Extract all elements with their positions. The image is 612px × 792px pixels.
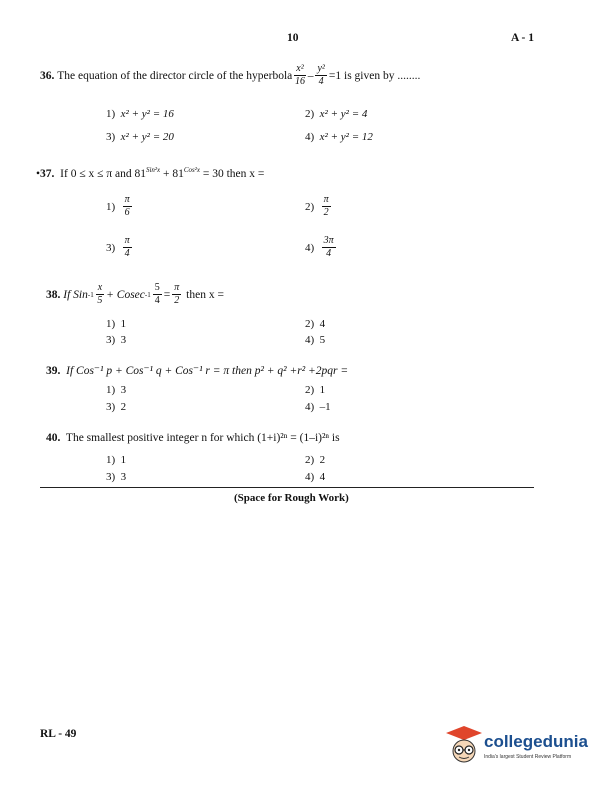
option-2[interactable]: 2) 2	[305, 454, 326, 466]
option-1[interactable]: 1) 3	[106, 384, 127, 396]
question-39	[46, 363, 348, 377]
logo-wordmark: collegedunia	[484, 732, 588, 751]
rough-work-label: (Space for Rough Work)	[234, 492, 349, 504]
question-40	[46, 432, 340, 444]
question-text: If 0 ≤ x ≤ π and 81	[60, 167, 146, 180]
option-4[interactable]: 4) –1	[305, 401, 331, 413]
option-4[interactable]: 4) 5	[305, 334, 326, 346]
option-1[interactable]: 1) 1	[106, 454, 127, 466]
divider	[40, 487, 534, 488]
option-2[interactable]: 2) x² + y² = 4	[305, 108, 368, 120]
mascot-icon	[444, 724, 484, 768]
logo-tagline: India's largest Student Review Platform	[484, 754, 572, 760]
question-number: 39.	[46, 365, 61, 377]
option-4[interactable]: 4) $\frac{3\pi}{4}$	[305, 235, 334, 259]
question-38: 38. If Sin -1 $\frac{x}{5}$ + Cosec -1 $\frac{5}{4}$ = $\frac{\pi}{2}$ then x =	[46, 282, 224, 306]
fraction: $\frac{\text{x²}}{16}$	[294, 63, 305, 87]
question-number: 37.	[40, 167, 55, 180]
collegedunia-logo	[444, 724, 594, 772]
option-2[interactable]: 2) 1	[305, 384, 326, 396]
question-number: 40.	[46, 432, 61, 444]
option-4[interactable]: 4) x² + y² = 12	[305, 131, 373, 143]
option-1[interactable]: 1) 1	[106, 318, 127, 330]
option-3[interactable]: 3) x² + y² = 20	[106, 131, 174, 143]
option-2[interactable]: 2) $\frac{\pi}{2}$	[305, 194, 329, 218]
question-text: If Cos⁻¹ p + Cos⁻¹ q + Cos⁻¹ r = π then p² + q² +r² +2pqr =	[66, 365, 349, 377]
question-number: 36.	[40, 69, 55, 82]
option-1[interactable]: 1) x² + y² = 16	[106, 108, 174, 120]
bullet-marker: •	[36, 167, 41, 180]
option-3[interactable]: 3) 2	[106, 401, 127, 413]
option-2[interactable]: 2) 4	[305, 318, 326, 330]
question-text: The smallest positive integer n for which (1+i)²ⁿ = (1–i)²ⁿ is	[65, 432, 340, 444]
question-text: =1 is given by ........	[328, 69, 421, 82]
option-3[interactable]: 3) $\frac{\pi}{4}$	[106, 235, 130, 259]
option-3[interactable]: 3) 3	[106, 471, 127, 483]
option-3[interactable]: 3) 3	[106, 334, 127, 346]
option-1[interactable]: 1) $\frac{\pi}{6}$	[106, 194, 130, 218]
question-number: 38.	[46, 288, 61, 301]
question-text: The equation of the director circle of the hyperbola	[57, 69, 293, 82]
question-37: •37. If 0 ≤ x ≤ π and $81^{Sin^2x} + 81^{Cos^2x} = 30$ then x =	[36, 166, 265, 180]
footer-code: RL - 49	[40, 728, 77, 740]
question-36: 36. The equation of the director circle of the hyperbola $\frac{\text{x²}}{16}$ – $\frac{\text{y²}}{4}$ =1 is given by ........	[40, 63, 421, 87]
page-number: 10	[287, 32, 299, 44]
fraction: $\frac{\text{y²}}{4}$	[317, 63, 325, 87]
option-4[interactable]: 4) 4	[305, 471, 326, 483]
paper-code: A - 1	[511, 32, 534, 44]
